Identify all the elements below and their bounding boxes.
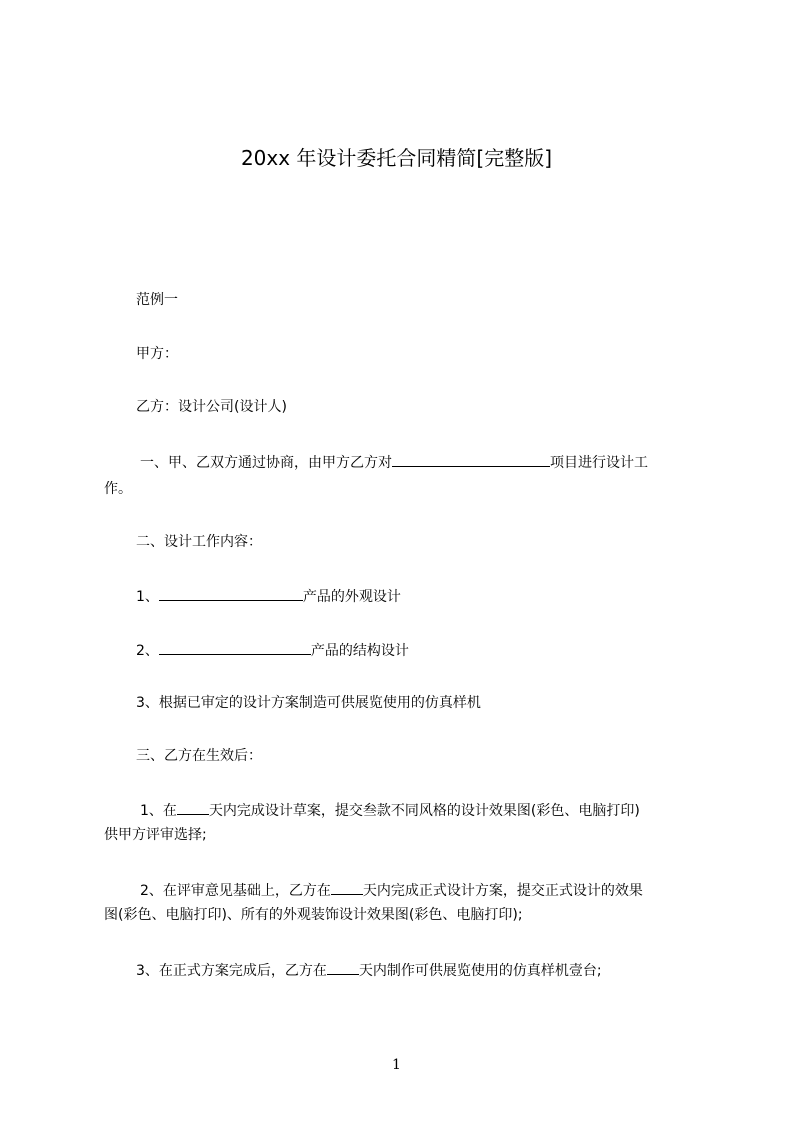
- content-item-1: [136, 586, 401, 606]
- section-3-heading: 三、乙方在生效后：: [136, 748, 262, 764]
- s3-item-1-line-1: [140, 800, 640, 820]
- s3-item-1-prefix: 1、在: [140, 803, 177, 819]
- example-heading: 范例一: [136, 292, 178, 308]
- fill-in-blank: [159, 586, 303, 601]
- fill-in-blank: [392, 452, 550, 467]
- content-item-2: [136, 640, 409, 660]
- s3-item-1-suffix: 天内完成设计草案，提交叁款不同风格的设计效果图(彩色、电脑打印): [208, 803, 640, 819]
- fill-in-blank: [327, 960, 359, 975]
- s3-item-2-line-1: [140, 880, 643, 900]
- s3-item-3-prefix: 3、在正式方案完成后，乙方在: [136, 963, 327, 979]
- content-item-1-text: 产品的外观设计: [302, 589, 401, 605]
- clause-1-line-2: 作。: [104, 481, 132, 497]
- document-title: 20xx 年设计委托合同精简[完整版]: [240, 146, 553, 170]
- s3-item-2-line-2: 图(彩色、电脑打印)、所有的外观装饰设计效果图(彩色、电脑打印);: [104, 907, 523, 923]
- clause-1-line-1: [140, 452, 648, 472]
- party-a-line: 甲方：: [136, 346, 178, 362]
- clause-1-suffix: 项目进行设计工: [550, 455, 648, 471]
- content-item-3: 3、根据已审定的设计方案制造可供展览使用的仿真样机: [136, 695, 481, 711]
- clause-1-prefix: 一、甲、乙双方通过协商，由甲方乙方对: [140, 455, 392, 471]
- fill-in-blank: [177, 800, 209, 815]
- s3-item-3: [136, 960, 602, 980]
- section-2-heading: 二、设计工作内容：: [136, 534, 262, 550]
- fill-in-blank: [331, 880, 363, 895]
- content-item-1-number: 1、: [136, 589, 159, 605]
- s3-item-1-line-2: 供甲方评审选择;: [104, 827, 207, 843]
- s3-item-3-suffix: 天内制作可供展览使用的仿真样机壹台;: [358, 963, 602, 979]
- fill-in-blank: [159, 640, 311, 655]
- content-item-2-text: 产品的结构设计: [310, 643, 409, 659]
- page-number: 1: [392, 1057, 401, 1073]
- s3-item-2-suffix: 天内完成正式设计方案，提交正式设计的效果: [362, 883, 643, 899]
- party-b-line: 乙方：设计公司(设计人): [136, 399, 287, 415]
- s3-item-2-prefix: 2、在评审意见基础上，乙方在: [140, 883, 331, 899]
- content-item-2-number: 2、: [136, 643, 159, 659]
